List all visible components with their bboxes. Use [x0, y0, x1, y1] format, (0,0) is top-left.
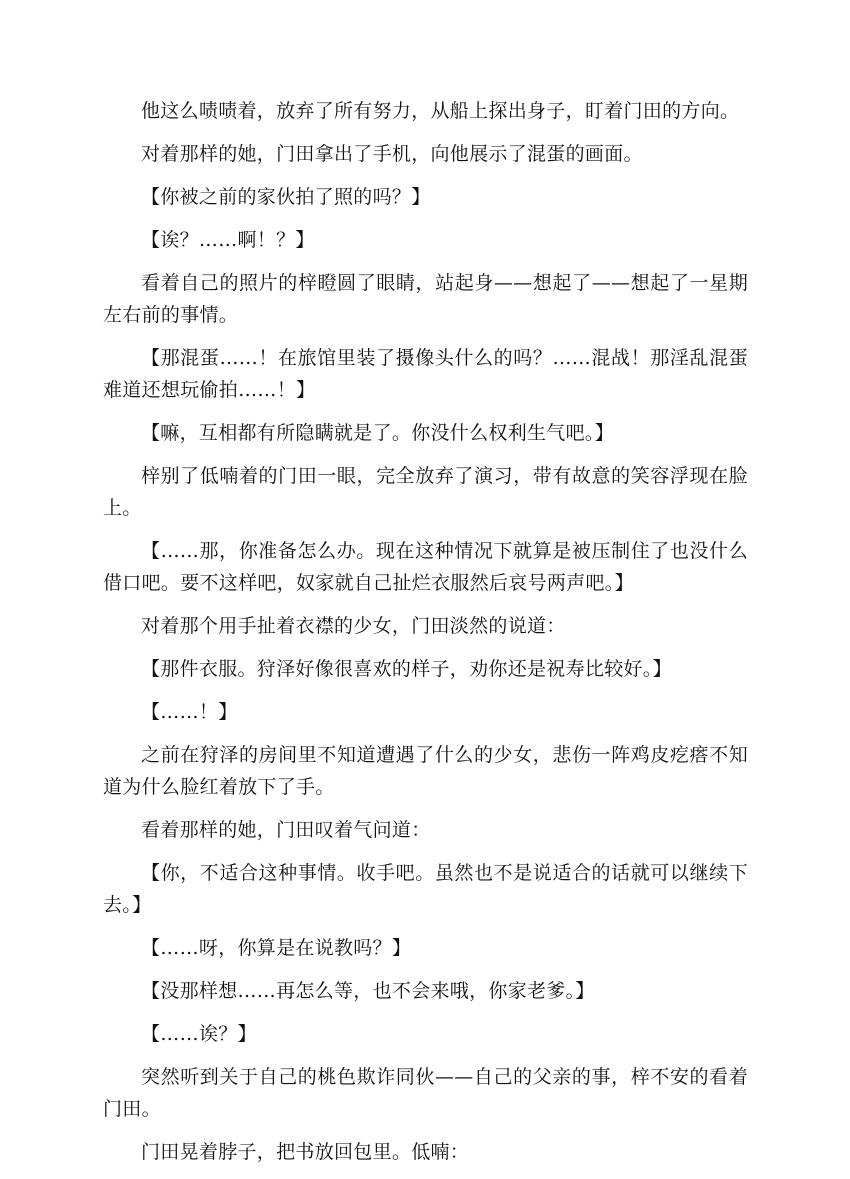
- paragraph: 【……那，你准备怎么办。现在这种情况下就算是被压制住了也没什么借口吧。要不这样吧，奴家就自己扯烂衣服然后哀号两声吧。】: [103, 540, 748, 594]
- paragraph: 【……诶？】: [141, 1023, 257, 1045]
- paragraph: 【诶？……啊！？】: [141, 229, 315, 251]
- paragraph: 他这么啧啧着，放弃了所有努力，从船上探出身子，盯着门田的方向。: [141, 100, 740, 122]
- paragraph: 【嘛，互相都有所隐瞒就是了。你没什么权利生气吧。】: [141, 422, 615, 444]
- paragraph: 门田晃着脖子，把书放回包里。低喃：: [141, 1141, 470, 1163]
- paragraph: 之前在狩泽的房间里不知道遭遇了什么的少女，悲伤一阵鸡皮疙瘩不知道为什么脸红着放下了手。: [103, 744, 748, 798]
- paragraph: 【你，不适合这种事情。收手吧。虽然也不是说适合的话就可以继续下去。】: [103, 862, 748, 916]
- paragraph: 【……呀，你算是在说教吗？】: [141, 937, 412, 959]
- paragraph: 看着那样的她，门田叹着气问道：: [141, 819, 431, 841]
- paragraph: 突然听到关于自己的桃色欺诈同伙——自己的父亲的事，梓不安的看着门田。: [103, 1066, 748, 1120]
- paragraph: 看着自己的照片的梓瞪圆了眼睛，站起身——想起了——想起了一星期左右前的事情。: [103, 272, 748, 326]
- paragraph: 梓别了低喃着的门田一眼，完全放弃了演习，带有故意的笑容浮现在脸上。: [103, 465, 748, 519]
- paragraph: 【你被之前的家伙拍了照的吗？】: [141, 186, 431, 208]
- paragraph: 【那混蛋……！在旅馆里装了摄像头什么的吗？……混战！那淫乱混蛋难道还想玩偷拍……！】: [103, 347, 748, 401]
- body-text: [103, 95, 748, 1179]
- paragraph: 对着那样的她，门田拿出了手机，向他展示了混蛋的画面。: [141, 143, 643, 165]
- paragraph: 【没那样想……再怎么等，也不会来哦，你家老爹。】: [141, 980, 595, 1002]
- paragraph: 对着那个用手扯着衣襟的少女，门田淡然的说道：: [141, 615, 566, 637]
- paragraph: 【……！】: [141, 701, 238, 723]
- paragraph: 【那件衣服。狩泽好像很喜欢的样子，劝你还是祝寿比较好。】: [141, 658, 672, 680]
